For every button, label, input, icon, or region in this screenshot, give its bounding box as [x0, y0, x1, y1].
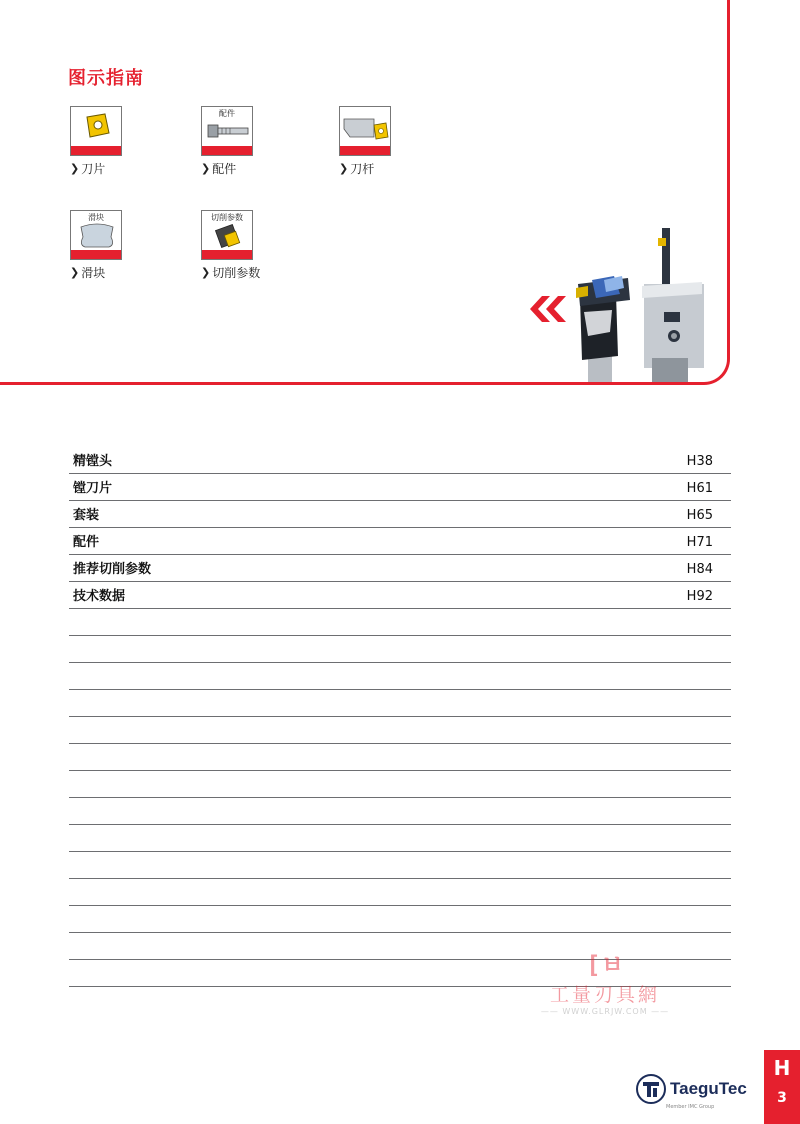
double-chevron-left-icon: [528, 296, 568, 322]
holder-icon: [339, 106, 391, 156]
blank-line: [69, 610, 731, 636]
section-letter: H: [773, 1056, 791, 1080]
toc-title: 推荐切削参数: [73, 562, 152, 577]
taegutec-logo-icon: [636, 1074, 666, 1104]
toc-row[interactable]: [69, 583, 731, 609]
toc-row[interactable]: [69, 502, 731, 528]
chevron-right-icon: ❯: [339, 162, 349, 175]
insert-icon: [70, 106, 122, 156]
legend-item-holder: [339, 106, 391, 177]
chevron-right-icon: ❯: [201, 266, 211, 279]
accessory-icon: [201, 106, 253, 156]
brand-logo: [636, 1074, 747, 1110]
slide-icon: [70, 210, 122, 260]
toc-page: H61: [686, 481, 713, 496]
blank-line: [69, 853, 731, 879]
blank-line: [69, 637, 731, 663]
section-tab[interactable]: [764, 1050, 800, 1124]
blank-line: [69, 691, 731, 717]
toc-title: 套装: [73, 508, 100, 523]
toc-title: 配件: [73, 535, 100, 550]
page-number: 3: [777, 1090, 787, 1106]
watermark-logo: [ㅂ: [586, 951, 624, 979]
toc-row[interactable]: [69, 556, 731, 582]
legend-item-insert: [70, 106, 122, 177]
icon-caption: 配件: [219, 109, 235, 118]
chevron-right-icon: ❯: [70, 162, 80, 175]
legend-item-accessory: [201, 106, 253, 177]
toc-page: H71: [686, 535, 713, 550]
blank-line: [69, 880, 731, 906]
watermark: [530, 945, 680, 1016]
chevron-right-icon: ❯: [201, 162, 211, 175]
toc-page: H84: [686, 562, 713, 577]
icon-caption: 切削参数: [211, 213, 243, 222]
toc-title: 镗刀片: [73, 481, 113, 496]
legend-title: 图示指南: [68, 68, 144, 89]
icon-caption: 滑块: [88, 213, 104, 222]
blank-line: [69, 826, 731, 852]
toc-title: 技术数据: [73, 589, 126, 604]
legend-item-label: 刀杆: [350, 162, 375, 176]
toc-row[interactable]: [69, 529, 731, 555]
toc-page: H92: [686, 589, 713, 604]
blank-line: [69, 718, 731, 744]
blank-line: [69, 664, 731, 690]
brand-subtitle: Member IMC Group: [666, 1104, 715, 1110]
blank-line: [69, 799, 731, 825]
brand-name: TaeguTec: [670, 1079, 747, 1098]
legend-item-label: 刀片: [81, 162, 106, 176]
toc-row[interactable]: [69, 475, 731, 501]
toc-row[interactable]: [69, 448, 731, 474]
blank-line: [69, 745, 731, 771]
watermark-url: —— WWW.GLRJW.COM ——: [540, 1007, 670, 1016]
toc-page: H38: [686, 454, 713, 469]
toc-page: H65: [686, 508, 713, 523]
legend-item-label: 配件: [212, 162, 237, 176]
legend-item-cutting-data: [201, 210, 260, 281]
blank-line: [69, 772, 731, 798]
legend-item-label: 滑块: [81, 266, 106, 280]
watermark-text: 工量刃具網: [549, 984, 660, 1006]
table-of-contents: [69, 448, 731, 988]
toc-title: 精镗头: [73, 454, 113, 469]
legend-item-slide: [70, 210, 122, 281]
chevron-right-icon: ❯: [70, 266, 80, 279]
cutting-data-icon: [201, 210, 253, 260]
boring-head-image: [570, 228, 720, 382]
legend-item-label: 切削参数: [212, 266, 261, 280]
blank-line: [69, 907, 731, 933]
